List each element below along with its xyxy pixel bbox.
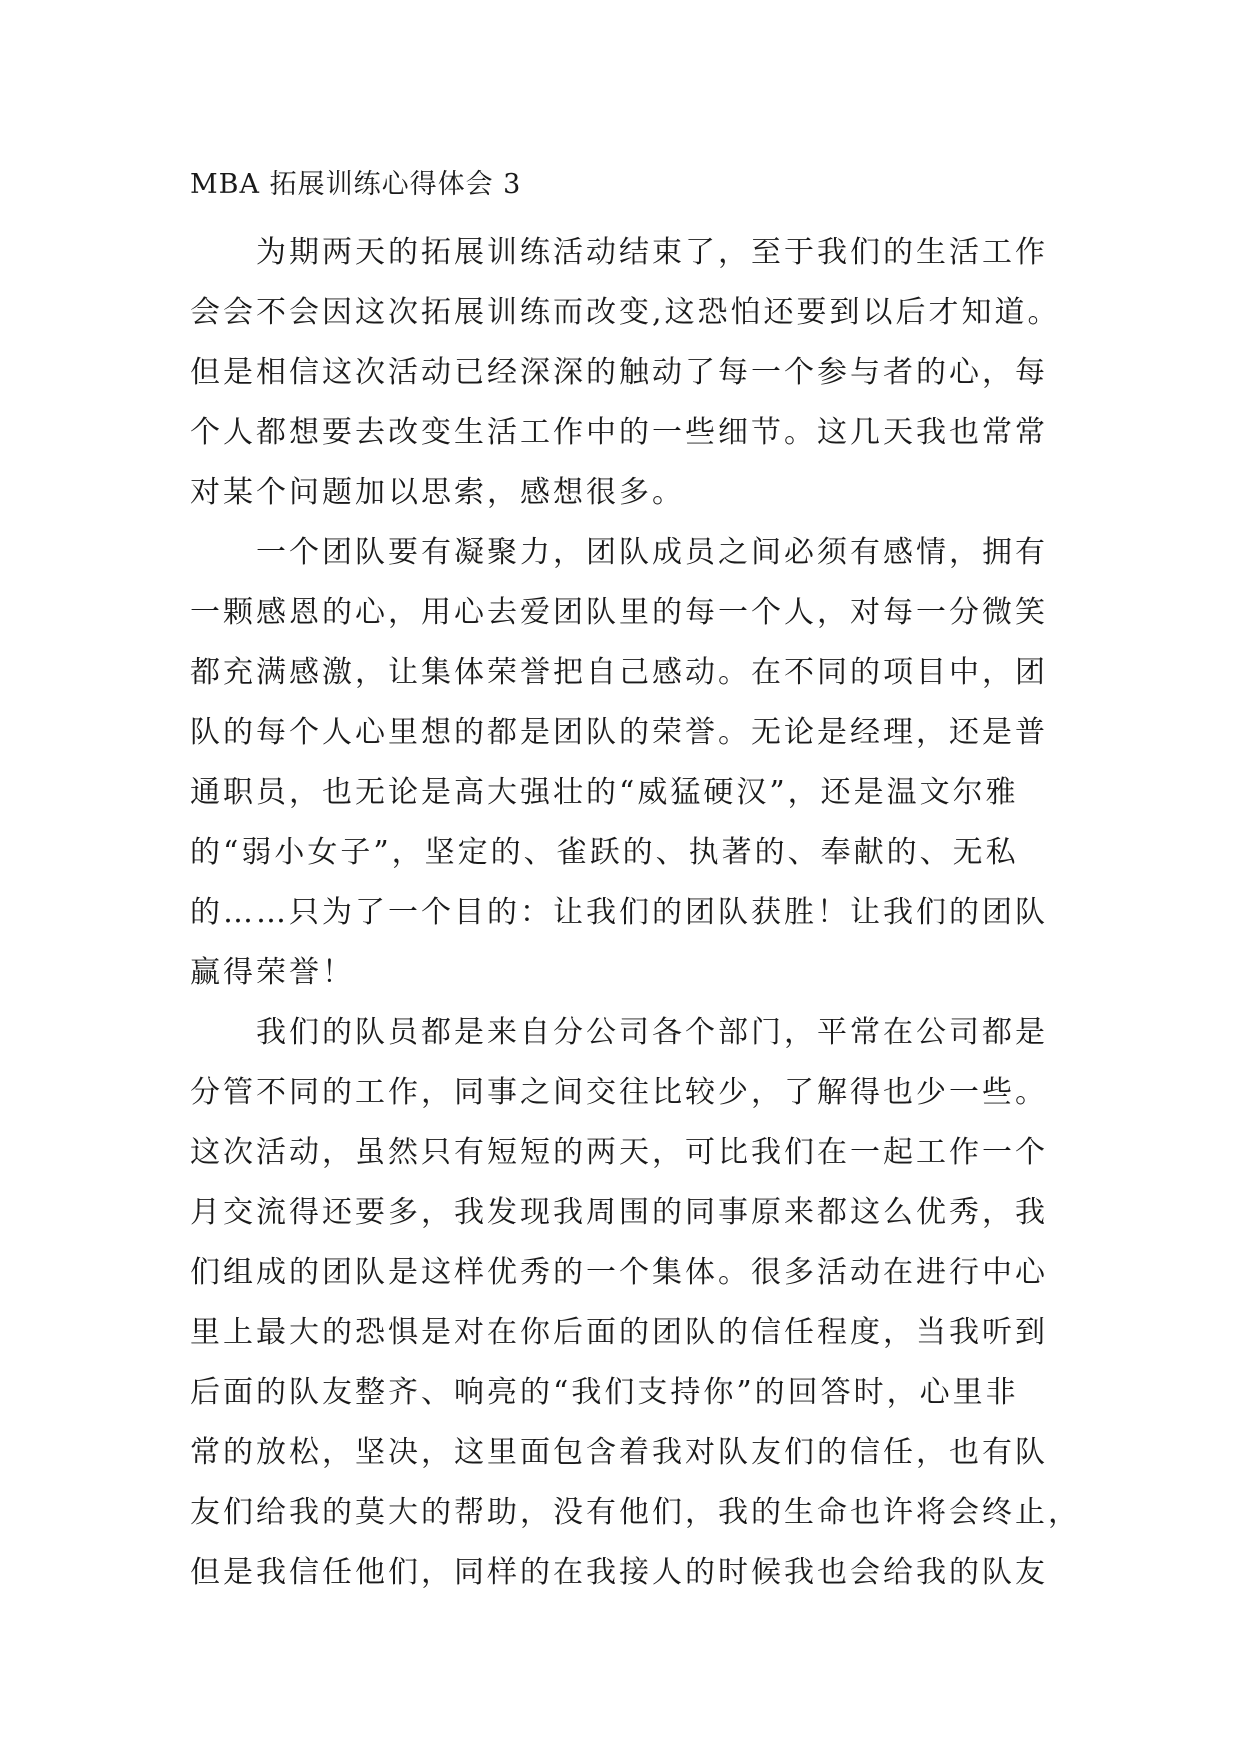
text-line: 的“弱小女子”，坚定的、雀跃的、执著的、奉献的、无私 — [190, 835, 1019, 870]
document-body — [190, 223, 1090, 1603]
text-line: 个人都想要去改变生活工作中的一些细节。这几天我也常常 — [190, 415, 1048, 450]
text-line: 常的放松，坚决，这里面包含着我对队友们的信任，也有队 — [190, 1435, 1048, 1470]
text-line: 友们给我的莫大的帮助，没有他们，我的生命也许将会终止， — [190, 1495, 1081, 1530]
text-line: 们组成的团队是这样优秀的一个集体。很多活动在进行中心 — [190, 1255, 1048, 1290]
paragraph-1 — [190, 223, 1090, 523]
text-line: 但是我信任他们，同样的在我接人的时候我也会给我的队友 — [190, 1555, 1048, 1590]
text-line: 一颗感恩的心，用心去爱团队里的每一个人，对每一分微笑 — [190, 595, 1048, 630]
paragraph-3 — [190, 1003, 1090, 1603]
text-line: 队的每个人心里想的都是团队的荣誉。无论是经理，还是普 — [190, 715, 1048, 750]
text-line: 后面的队友整齐、响亮的“我们支持你”的回答时，心里非 — [190, 1375, 1019, 1410]
text-line: 分管不同的工作，同事之间交往比较少，了解得也少一些。 — [190, 1075, 1048, 1110]
text-line: 的……只为了一个目的：让我们的团队获胜！让我们的团队 — [190, 895, 1048, 930]
text-line: 但是相信这次活动已经深深的触动了每一个参与者的心，每 — [190, 355, 1048, 390]
paragraph-2 — [190, 523, 1090, 1003]
text-line: 对某个问题加以思索，感想很多。 — [190, 475, 685, 510]
text-line: 月交流得还要多，我发现我周围的同事原来都这么优秀，我 — [190, 1195, 1048, 1230]
text-line: 为期两天的拓展训练活动结束了，至于我们的生活工作 — [256, 235, 1048, 270]
text-line: 里上最大的恐惧是对在你后面的团队的信任程度，当我听到 — [190, 1315, 1048, 1350]
text-line: 这次活动，虽然只有短短的两天，可比我们在一起工作一个 — [190, 1135, 1048, 1170]
text-line: 赢得荣誉！ — [190, 955, 355, 990]
text-line: 通职员，也无论是高大强壮的“威猛硬汉”，还是温文尔雅 — [190, 775, 1019, 810]
text-line: 我们的队员都是来自分公司各个部门，平常在公司都是 — [256, 1015, 1048, 1050]
document-title: MBA 拓展训练心得体会 3 — [190, 169, 522, 200]
text-line: 会会不会因这次拓展训练而改变,这恐怕还要到以后才知道。 — [190, 295, 1061, 330]
text-line: 一个团队要有凝聚力，团队成员之间必须有感情，拥有 — [256, 535, 1048, 570]
text-line: 都充满感激，让集体荣誉把自己感动。在不同的项目中，团 — [190, 655, 1048, 690]
